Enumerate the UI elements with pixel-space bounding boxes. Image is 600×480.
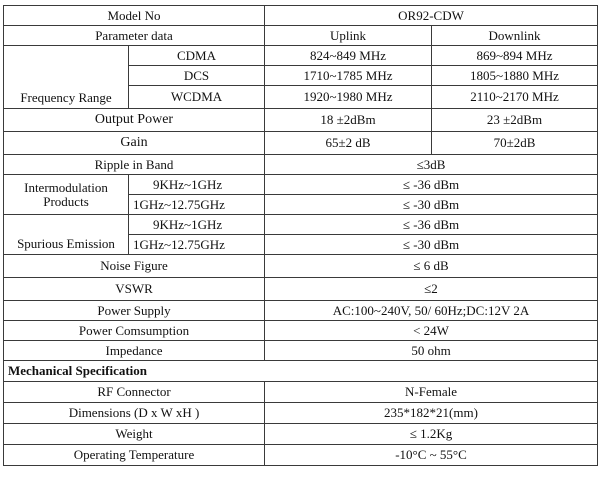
freq-row-cdma	[4, 46, 598, 66]
model-row	[4, 6, 598, 26]
output-power-label: Output Power	[4, 109, 265, 132]
mechanical-section-row	[4, 361, 598, 382]
temperature-value: -10°C ~ 55°C	[265, 445, 598, 466]
intermod-row-1	[4, 175, 598, 195]
power-consumption-label: Power Comsumption	[4, 321, 265, 341]
impedance-label: Impedance	[4, 341, 265, 361]
dimensions-row	[4, 403, 598, 424]
band-name: CDMA	[129, 46, 265, 66]
spurious-value: ≤ -30 dBm	[265, 235, 598, 255]
output-power-row	[4, 109, 598, 132]
power-supply-value: AC:100~240V, 50/ 60Hz;DC:12V 2A	[265, 301, 598, 321]
spurious-row-1	[4, 215, 598, 235]
gain-downlink: 70±2dB	[432, 132, 598, 155]
power-consumption-row	[4, 321, 598, 341]
downlink-header: Downlink	[432, 26, 598, 46]
rf-connector-value: N-Female	[265, 382, 598, 403]
intermod-label	[4, 175, 129, 215]
model-value: OR92-CDW	[265, 6, 598, 26]
spec-sheet	[3, 5, 597, 476]
weight-row	[4, 424, 598, 445]
param-label: Parameter data	[4, 26, 265, 46]
spurious-range: 1GHz~12.75GHz	[129, 235, 265, 255]
power-supply-row	[4, 301, 598, 321]
temperature-row	[4, 445, 598, 466]
spurious-value: ≤ -36 dBm	[265, 215, 598, 235]
band-downlink: 1805~1880 MHz	[432, 66, 598, 86]
weight-label: Weight	[4, 424, 265, 445]
gain-label: Gain	[4, 132, 265, 155]
vswr-value: ≤2	[265, 278, 598, 301]
intermod-range: 1GHz~12.75GHz	[129, 195, 265, 215]
band-uplink: 1920~1980 MHz	[265, 86, 432, 109]
band-name: WCDMA	[129, 86, 265, 109]
param-header-row	[4, 26, 598, 46]
intermod-label-line1: Intermodulation	[24, 179, 108, 195]
spec-table	[3, 5, 598, 466]
band-uplink: 1710~1785 MHz	[265, 66, 432, 86]
uplink-header: Uplink	[265, 26, 432, 46]
band-downlink: 2110~2170 MHz	[432, 86, 598, 109]
power-supply-label: Power Supply	[4, 301, 265, 321]
ripple-value: ≤3dB	[265, 155, 598, 175]
vswr-label: VSWR	[4, 278, 265, 301]
intermod-value: ≤ -36 dBm	[265, 175, 598, 195]
mechanical-section-title: Mechanical Specification	[4, 361, 598, 382]
output-power-downlink: 23 ±2dBm	[432, 109, 598, 132]
power-consumption-value: < 24W	[265, 321, 598, 341]
dimensions-label: Dimensions (D x W xH )	[4, 403, 265, 424]
model-label: Model No	[4, 6, 265, 26]
noise-figure-value: ≤ 6 dB	[265, 255, 598, 278]
gain-row	[4, 132, 598, 155]
intermod-range: 9KHz~1GHz	[129, 175, 265, 195]
output-power-uplink: 18 ±2dBm	[265, 109, 432, 132]
spurious-range: 9KHz~1GHz	[129, 215, 265, 235]
ripple-row	[4, 155, 598, 175]
temperature-label: Operating Temperature	[4, 445, 265, 466]
band-name: DCS	[129, 66, 265, 86]
intermod-label-line2: Products	[43, 193, 89, 209]
ripple-label: Ripple in Band	[4, 155, 265, 175]
rf-connector-label: RF Connector	[4, 382, 265, 403]
band-downlink: 869~894 MHz	[432, 46, 598, 66]
intermod-value: ≤ -30 dBm	[265, 195, 598, 215]
frequency-label: Frequency Range	[4, 46, 129, 109]
noise-figure-label: Noise Figure	[4, 255, 265, 278]
impedance-row	[4, 341, 598, 361]
weight-value: ≤ 1.2Kg	[265, 424, 598, 445]
spurious-label: Spurious Emission	[4, 215, 129, 255]
impedance-value: 50 ohm	[265, 341, 598, 361]
vswr-row	[4, 278, 598, 301]
band-uplink: 824~849 MHz	[265, 46, 432, 66]
gain-uplink: 65±2 dB	[265, 132, 432, 155]
rf-connector-row	[4, 382, 598, 403]
dimensions-value: 235*182*21(mm)	[265, 403, 598, 424]
noise-figure-row	[4, 255, 598, 278]
